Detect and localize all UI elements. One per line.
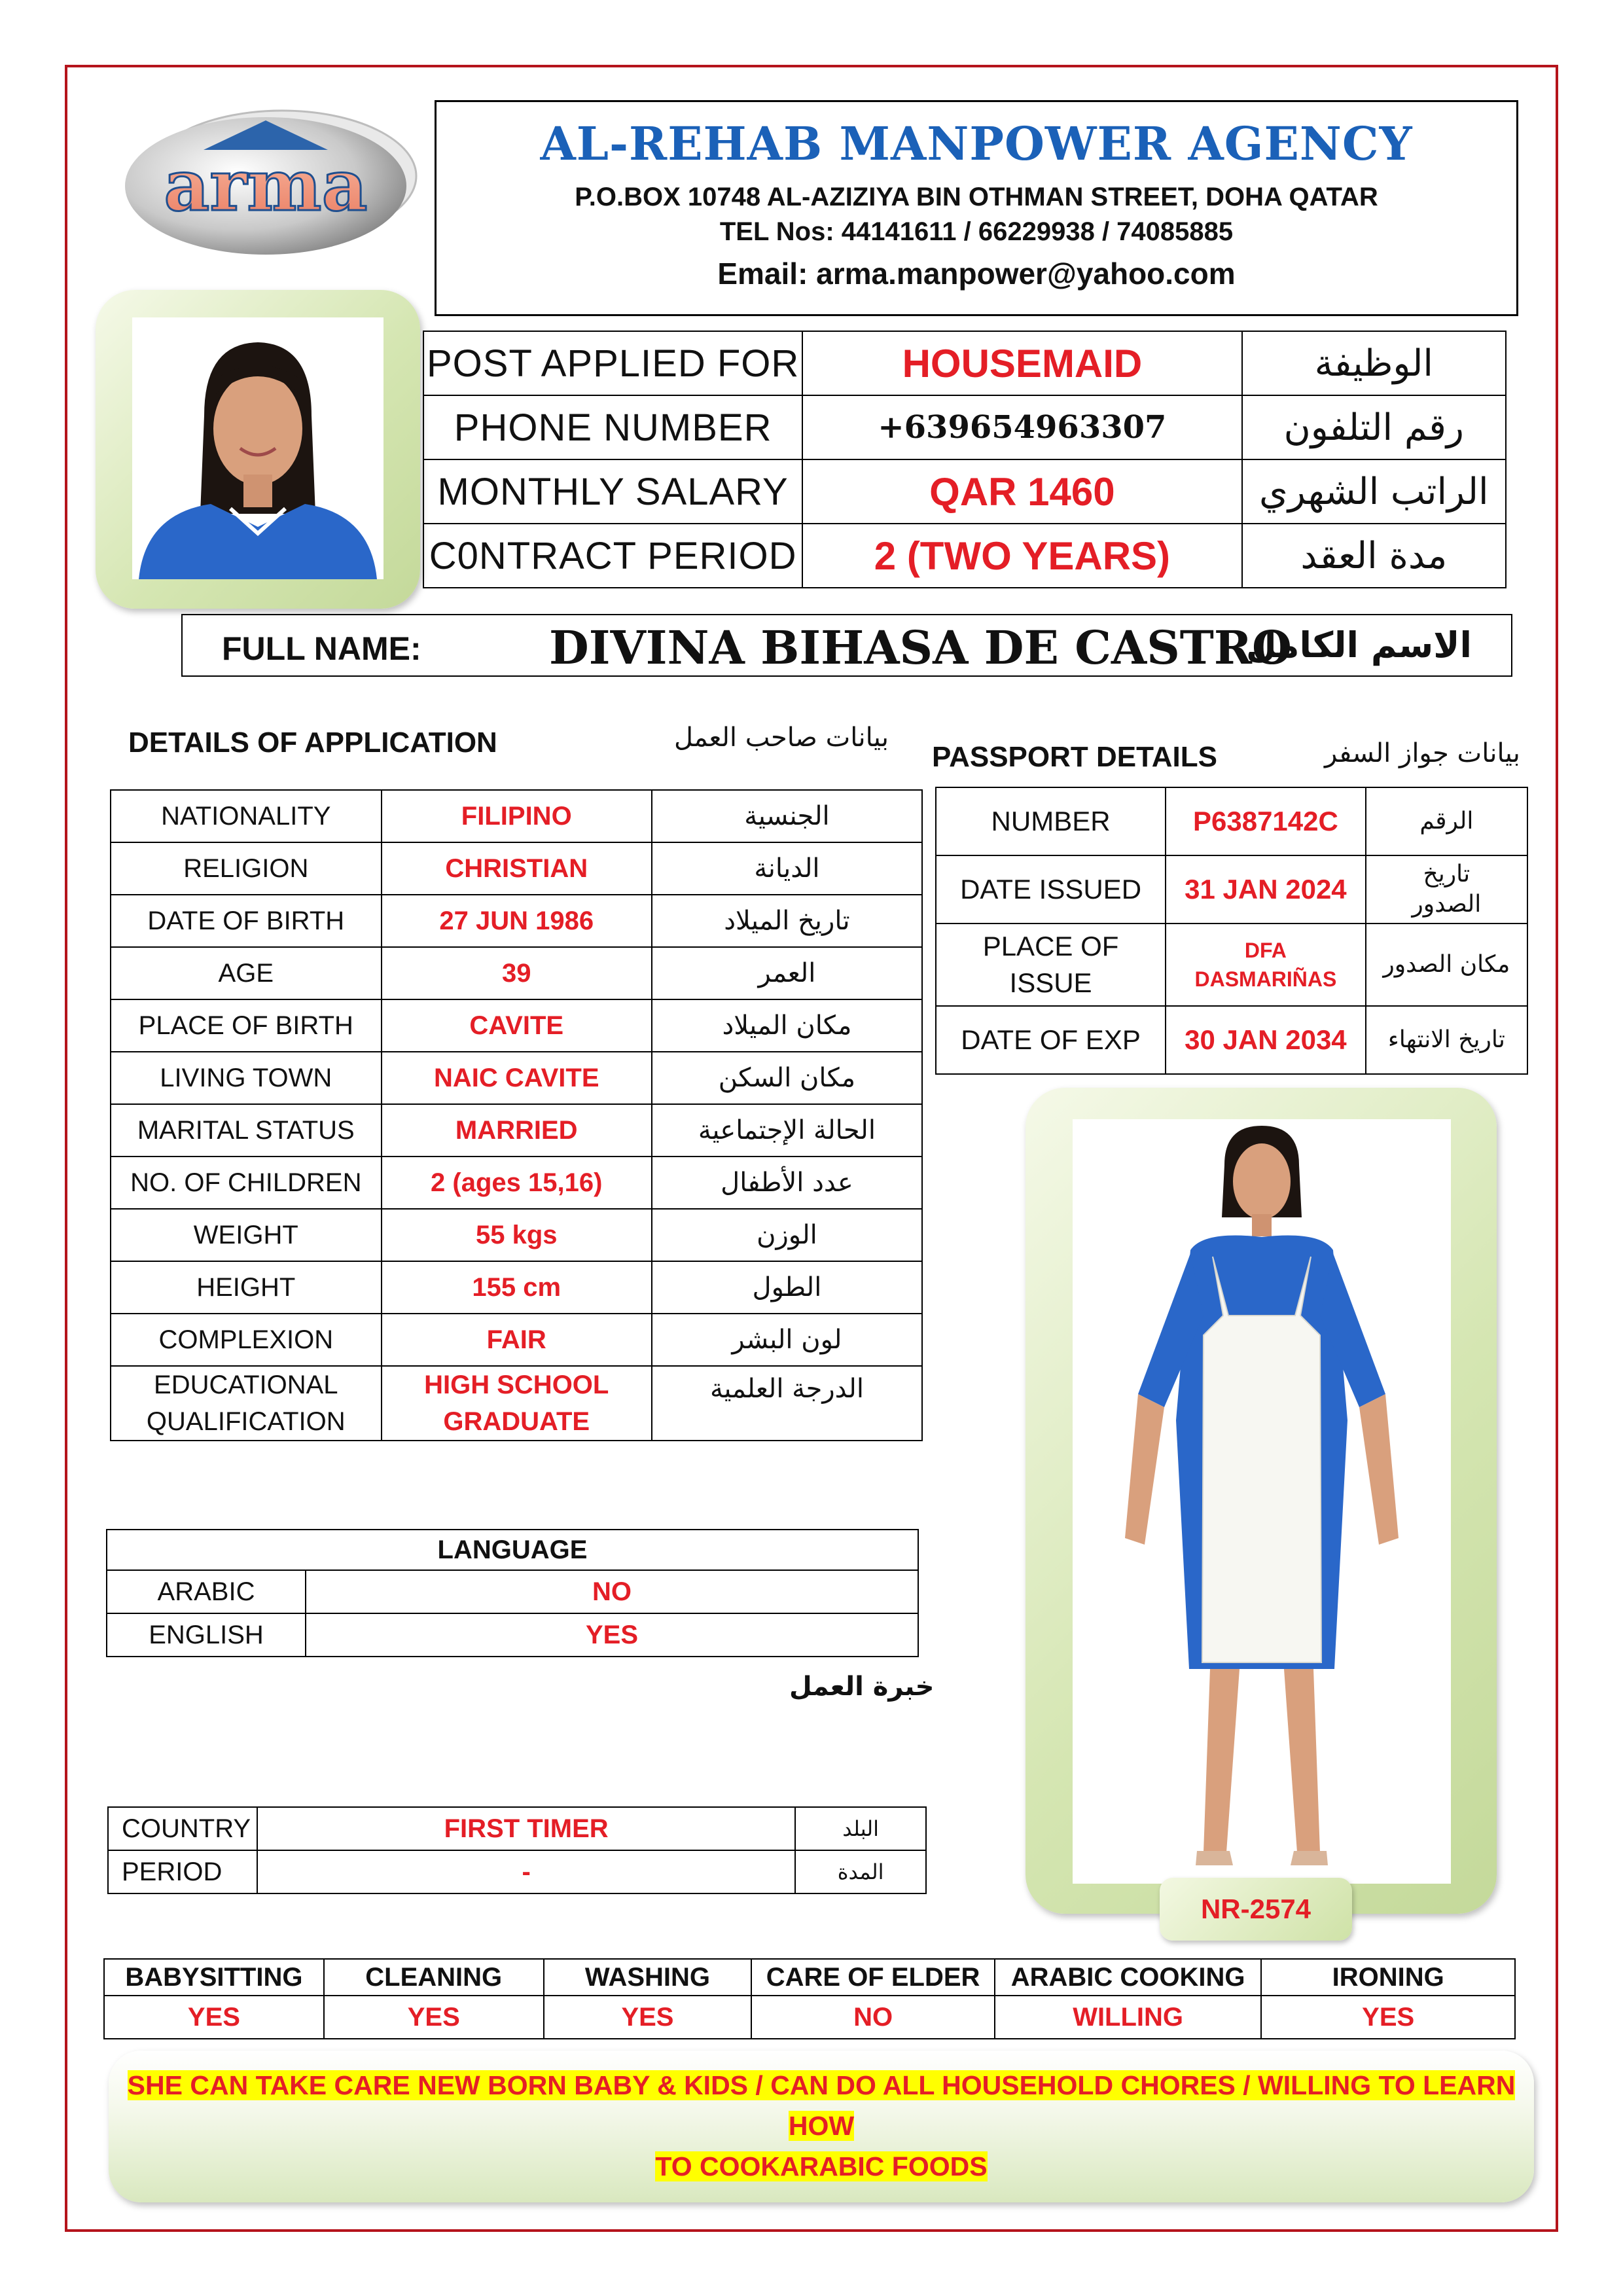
row-label-ar: تاريخ الانتهاء [1366, 1006, 1527, 1074]
salary-label-ar: الراتب الشهري [1242, 459, 1506, 524]
row-label: MARITAL STATUS [111, 1104, 382, 1157]
skill-header: CARE OF ELDER [751, 1959, 995, 1996]
table-row [108, 1807, 926, 1850]
experience-table [107, 1806, 927, 1894]
remarks-line: TO COOKARABIC FOODS [655, 2151, 988, 2181]
row-label-ar: الرقم [1366, 787, 1527, 855]
post-label: POST APPLIED FOR [423, 331, 802, 395]
salary-value: QAR 1460 [802, 459, 1241, 524]
row-label: ENGLISH [107, 1613, 306, 1657]
phone-label-ar: رقم التلفون [1242, 395, 1506, 459]
row-label-ar: مكان الميلاد [652, 999, 922, 1052]
table-row [111, 1314, 922, 1366]
row-label-ar: الدرجة العلمية [652, 1366, 922, 1441]
row-label-line: PLACE OF [982, 931, 1119, 961]
table-row [423, 524, 1506, 588]
agency-email: Email: arma.manpower@yahoo.com [717, 257, 1236, 291]
table-row [111, 999, 922, 1052]
contract-value: 2 (TWO YEARS) [802, 524, 1241, 588]
skill-value: YES [324, 1996, 544, 2039]
table-row [423, 331, 1506, 395]
row-label-ar: تاريخ الميلاد [652, 895, 922, 947]
table-row [936, 787, 1527, 855]
row-label-ar: الحالة الإجتماعية [652, 1104, 922, 1157]
full-name-box [181, 614, 1512, 677]
table-row [111, 790, 922, 842]
table-row [104, 1996, 1515, 2039]
table-row [936, 855, 1527, 924]
language-title: LANGUAGE [107, 1530, 918, 1570]
row-value-line: GRADUATE [443, 1407, 590, 1436]
row-label: COUNTRY [108, 1807, 257, 1850]
experience-title-ar: خبرة العمل [789, 1672, 935, 1702]
row-value: 30 JAN 2034 [1166, 1006, 1366, 1074]
row-label-line: QUALIFICATION [146, 1407, 346, 1436]
row-label: LIVING TOWN [111, 1052, 382, 1104]
row-label: COMPLEXION [111, 1314, 382, 1366]
row-label: AGE [111, 947, 382, 999]
post-info-table [423, 331, 1507, 588]
row-value: 31 JAN 2024 [1166, 855, 1366, 924]
skill-value: WILLING [995, 1996, 1262, 2039]
skill-value: YES [1261, 1996, 1515, 2039]
skill-header: ARABIC COOKING [995, 1959, 1262, 1996]
remarks-box [109, 2051, 1534, 2202]
row-value: 55 kgs [382, 1209, 652, 1261]
table-row [111, 1366, 922, 1441]
row-value-line: DFA [1244, 939, 1287, 962]
table-row [936, 1006, 1527, 1074]
contract-label-ar: مدة العقد [1242, 524, 1506, 588]
row-value: FILIPINO [382, 790, 652, 842]
phone-value: +639654963307 [802, 395, 1241, 459]
row-value: - [257, 1850, 795, 1893]
passport-title: PASSPORT DETAILS [932, 741, 1217, 773]
row-label-ar [1366, 855, 1527, 924]
row-label-ar: العمر [652, 947, 922, 999]
row-label: WEIGHT [111, 1209, 382, 1261]
salary-label: MONTHLY SALARY [423, 459, 802, 524]
row-value-line: DASMARIÑAS [1194, 967, 1337, 991]
row-value: MARRIED [382, 1104, 652, 1157]
skill-header: BABYSITTING [104, 1959, 324, 1996]
agency-name: AL-REHAB MANPOWER AGENCY [540, 117, 1413, 171]
row-value [382, 1366, 652, 1441]
row-value: 2 (ages 15,16) [382, 1157, 652, 1209]
phone-label: PHONE NUMBER [423, 395, 802, 459]
table-row [111, 1104, 922, 1157]
table-row [111, 842, 922, 895]
svg-text:arma: arma [164, 145, 368, 227]
row-label: NO. OF CHILDREN [111, 1157, 382, 1209]
row-label-line: ISSUE [1009, 967, 1092, 998]
row-value: FAIR [382, 1314, 652, 1366]
table-row [107, 1613, 918, 1657]
portrait-photo-frame [96, 290, 420, 609]
agency-logo [118, 104, 426, 261]
row-value: FIRST TIMER [257, 1807, 795, 1850]
application-table [110, 789, 923, 1441]
row-label-ar: البلد [795, 1807, 926, 1850]
row-value: CAVITE [382, 999, 652, 1052]
row-label: PLACE OF BIRTH [111, 999, 382, 1052]
row-label-ar-line: تاريخ [1423, 861, 1471, 888]
portrait-photo [132, 317, 383, 579]
table-row [423, 459, 1506, 524]
row-value: P6387142C [1166, 787, 1366, 855]
row-label-ar: الطول [652, 1261, 922, 1314]
row-label: ARABIC [107, 1570, 306, 1613]
table-row [423, 395, 1506, 459]
skill-header: IRONING [1261, 1959, 1515, 1996]
full-name-label: FULL NAME: [222, 630, 421, 667]
full-name-value: DIVINA BIHASA DE CASTRO [549, 620, 1293, 675]
table-row [104, 1959, 1515, 1996]
agency-phone: TEL Nos: 44141611 / 66229938 / 74085885 [719, 217, 1234, 246]
table-row [936, 924, 1527, 1006]
skill-header: CLEANING [324, 1959, 544, 1996]
row-label-line: EDUCATIONAL [154, 1371, 338, 1399]
application-title-ar: بيانات صاحب العمل [674, 723, 889, 753]
row-value: 39 [382, 947, 652, 999]
table-row [111, 1209, 922, 1261]
row-label: HEIGHT [111, 1261, 382, 1314]
row-value [1166, 924, 1366, 1006]
row-label: DATE OF BIRTH [111, 895, 382, 947]
skill-value: NO [751, 1996, 995, 2039]
row-label [111, 1366, 382, 1441]
passport-table [935, 787, 1528, 1075]
row-label: RELIGION [111, 842, 382, 895]
language-table [106, 1529, 919, 1657]
row-label-ar: الجنسية [652, 790, 922, 842]
row-value: NO [306, 1570, 918, 1613]
row-label-ar-line: الصدور [1412, 891, 1482, 918]
table-row [111, 1261, 922, 1314]
table-row [111, 895, 922, 947]
skills-table [103, 1958, 1516, 2039]
row-label: NUMBER [936, 787, 1166, 855]
full-body-photo [1073, 1119, 1451, 1884]
row-label-ar: الديانة [652, 842, 922, 895]
application-title: DETAILS OF APPLICATION [128, 726, 497, 759]
full-name-label-ar: الاسم الكامل [1245, 624, 1472, 666]
row-label-ar: مكان السكن [652, 1052, 922, 1104]
skill-value: YES [544, 1996, 752, 2039]
full-body-photo-frame [1026, 1088, 1497, 1914]
table-row [111, 1157, 922, 1209]
table-row [111, 1052, 922, 1104]
row-label: PERIOD [108, 1850, 257, 1893]
row-label-ar: مكان الصدور [1366, 924, 1527, 1006]
table-row [107, 1570, 918, 1613]
row-label [936, 924, 1166, 1006]
agency-header [435, 100, 1518, 316]
row-label-ar: المدة [795, 1850, 926, 1893]
post-label-ar: الوظيفة [1242, 331, 1506, 395]
reference-badge: NR-2574 [1160, 1878, 1352, 1941]
row-label: DATE OF EXP [936, 1006, 1166, 1074]
table-row [108, 1850, 926, 1893]
row-value: CHRISTIAN [382, 842, 652, 895]
skill-value: YES [104, 1996, 324, 2039]
row-value-line: HIGH SCHOOL [424, 1371, 609, 1399]
row-value: 155 cm [382, 1261, 652, 1314]
row-label-ar: لون البشر [652, 1314, 922, 1366]
table-row [111, 947, 922, 999]
skill-header: WASHING [544, 1959, 752, 1996]
row-label: NATIONALITY [111, 790, 382, 842]
row-label: DATE ISSUED [936, 855, 1166, 924]
contract-label: C0NTRACT PERIOD [423, 524, 802, 588]
row-label-ar: الوزن [652, 1209, 922, 1261]
agency-address: P.O.BOX 10748 AL-AZIZIYA BIN OTHMAN STREET, DOHA QATAR [575, 183, 1378, 211]
row-value: 27 JUN 1986 [382, 895, 652, 947]
table-row [107, 1530, 918, 1570]
row-value: YES [306, 1613, 918, 1657]
row-value: NAIC CAVITE [382, 1052, 652, 1104]
remarks-line: SHE CAN TAKE CARE NEW BORN BABY & KIDS / CAN DO ALL HOUSEHOLD CHORES / WILLING TO LEARN HOW [127, 2070, 1516, 2141]
row-label-ar: عدد الأطفال [652, 1157, 922, 1209]
post-value: HOUSEMAID [802, 331, 1241, 395]
passport-title-ar: بيانات جواز السفر [1325, 738, 1520, 768]
